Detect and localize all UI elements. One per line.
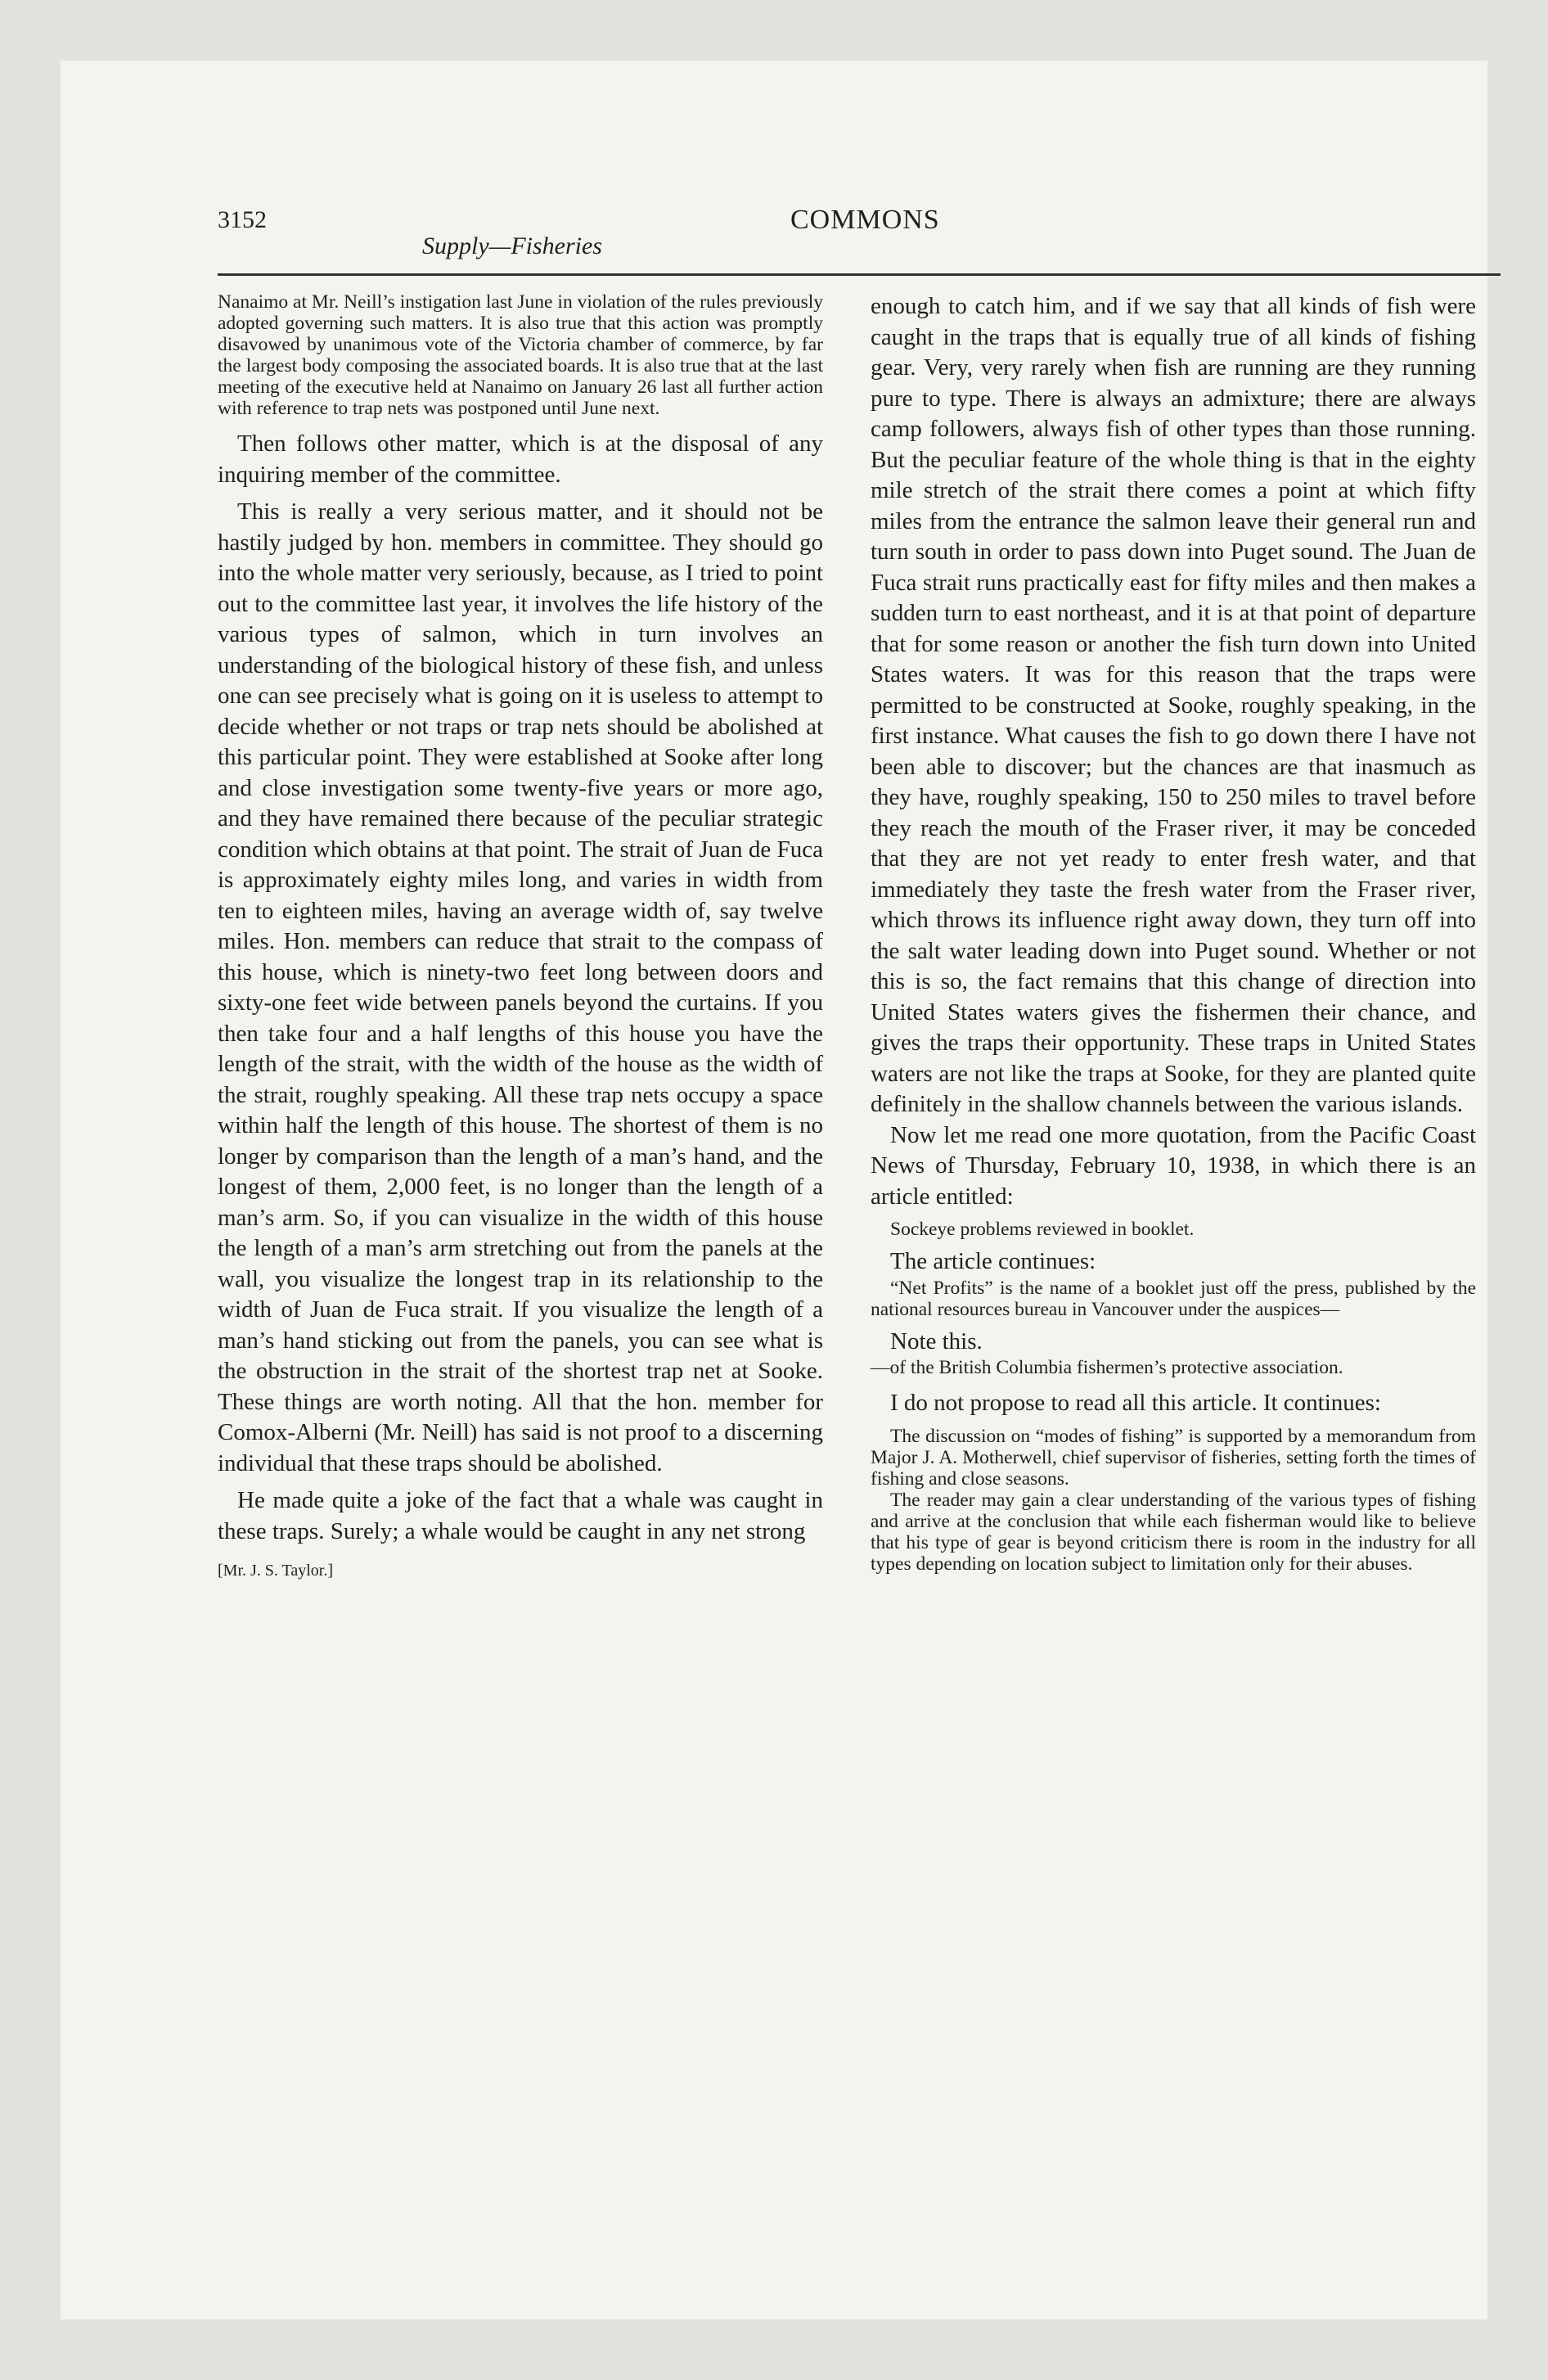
quoted-paragraph: The discussion on “modes of fishing” is supported by a memorandum from Major J. A. Motherwell, chief supervisor of fisheries, setting forth the times of fishing and close seasons.	[871, 1425, 1476, 1490]
paragraph: I do not propose to read all this article. It continues:	[890, 1390, 1381, 1416]
right-column	[871, 291, 1476, 1575]
scanned-page	[61, 61, 1487, 2319]
paragraph: Now let me read one more quotation, from the Pacific Coast News of Thursday, February 10, 1938, in which there is an article entitled:	[871, 1121, 1476, 1210]
running-header	[218, 196, 1501, 275]
left-column	[218, 291, 823, 1580]
hansard-page	[218, 196, 1501, 2275]
paragraph: He made quite a joke of the fact that a whale was caught in these traps. Surely; a whale would be caught in any net strong	[218, 1487, 823, 1544]
paragraph: This is really a very serious matter, and it should not be hastily judged by hon. members in committee. They should go into the whole matter very seriously, because, as I tried to point out to the committee last year, it involves the life history of the various types of salmon, which in turn involves an understanding of the biological history of these fish, and unless one can see precisely what is going on it is useless to attempt to decide whether or not traps or trap nets should be abolished at this particular point. They were established at Sooke after long and close investigation some twenty-five years or more ago, and they have remained there because of the peculiar strategic condition which obtains at that point. The strait of Juan de Fuca is approximately eighty miles long, and varies in width from ten to eighteen miles, having an average width of, say twelve miles. Hon. members can reduce that strait to the compass of this house, which is ninety-two feet long between doors and sixty-one feet wide between panels beyond the curtains. If you then take four and a half lengths of this house you have the length of the strait, with the width of the house as the width of the strait, roughly speaking. All these trap nets occupy a space within half the length of this house. The shortest of them is no longer by comparison than the length of a man’s hand, and the longest of them, 2,000 feet, is no longer than the length of a man’s arm. So, if you can visualize in the width of this house the length of a man’s arm stretching out from the panels at the wall, you visualize the longest trap in its relationship to the width of Juan de Fuca strait. If you visualize the length of a man’s hand sticking out from the panels, you can see what is the obstruction in the strait of the shortest trap net at Sooke. These things are worth noting. All that the hon. member for Comox-Alberni (Mr. Neill) has said is not proof to a discerning individual that these traps should be abolished.	[218, 498, 823, 1476]
quoted-paragraph: —of the British Columbia fishermen’s protective association.	[871, 1357, 1343, 1378]
paragraph: Then follows other matter, which is at the disposal of any inquiring member of the committee.	[218, 430, 823, 488]
quoted-headline: Sockeye problems reviewed in booklet.	[890, 1219, 1195, 1240]
speaker-attribution: [Mr. J. S. Taylor.]	[218, 1562, 334, 1580]
paragraph: The article continues:	[890, 1248, 1096, 1274]
quoted-paragraph: The reader may gain a clear understanding of the various types of fishing and arrive at the conclusion that while each fisherman would like to believe that his type of gear is beyond criticism there is room in the industry for all types depending on location subject to limitation only for their abuses.	[871, 1489, 1476, 1575]
paragraph: Note this.	[890, 1327, 983, 1355]
quoted-paragraph: Nanaimo at Mr. Neill’s instigation last June in violation of the rules previously adopted governing such matters. It is also true that this action was promptly disavowed by unanimous vote of the Victoria chamber of commerce, by far the largest body composing the associated boards. It is also true that at the last meeting of the executive held at Nanaimo on January 26 last all further action with reference to trap nets was postponed until June next.	[218, 291, 823, 419]
paragraph: enough to catch him, and if we say that all kinds of fish were caught in the traps that is equally true of all kinds of fishing gear. Very, very rarely when fish are running are they running pure to type. There is always an admixture; there are always camp followers, always fish of other types than those running. But the peculiar feature of the whole thing is that in the eighty mile stretch of the strait there comes a point at which fifty miles from the entrance the salmon leave their general run and turn south in order to pass down into Puget sound. The Juan de Fuca strait runs practically east for fifty miles and then makes a sudden turn to east northeast, and it is at that point of departure that for some reason or another the fish turn down into United States waters. It was for this reason that the traps were permitted to be constructed at Sooke, roughly speaking, in the first instance. What causes the fish to go down there I have not been able to discover; but the chances are that inasmuch as they have, roughly speaking, 150 to 250 miles to travel before they reach the mouth of the Fraser river, it may be conceded that they are not yet ready to enter fresh water, and that immediately they taste the fresh water from the Fraser river, which throws its influence right away down, they turn off into the salt water leading down into Puget sound. Whether or not this is so, the fact remains that this change of direction into United States waters gives the fishermen their chance, and gives the traps their opportunity. These traps in United States waters are not like the traps at Sooke, for they are planted quite definitely in the shallow channels between the various islands.	[871, 293, 1476, 1117]
quoted-paragraph: “Net Profits” is the name of a booklet just off the press, published by the national resources bureau in Vancouver under the auspices—	[871, 1277, 1476, 1320]
page-number: 3152	[218, 206, 267, 233]
section-title: Supply—Fisheries	[422, 232, 602, 259]
house-name: COMMONS	[790, 205, 940, 235]
header-rule	[218, 273, 1501, 276]
